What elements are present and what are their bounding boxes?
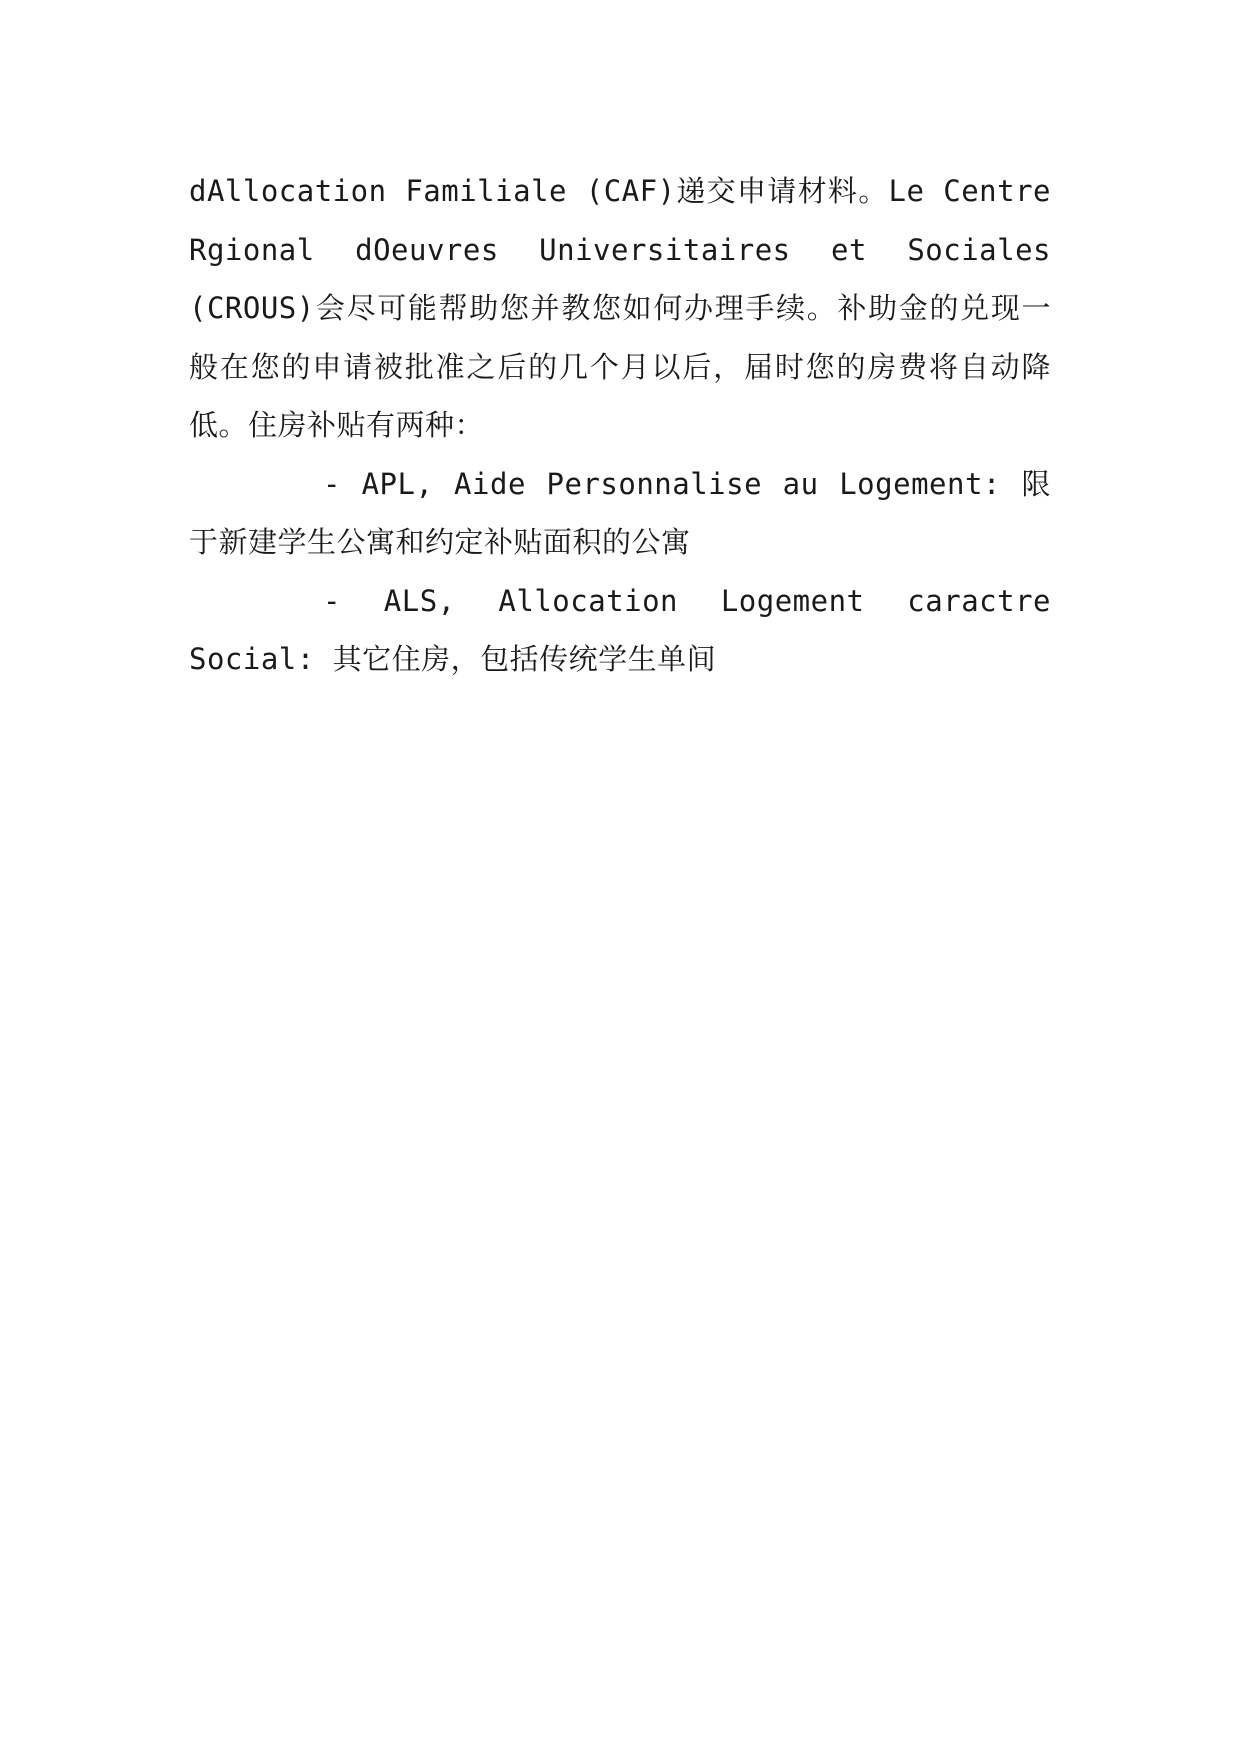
paragraph-housing-aid-intro: dAllocation Familiale (CAF)递交申请材料。Le Centre Rgional dOeuvres Universitaires et Sociales (CROUS)会尽可能帮助您并教您如何办理手续。补助金的兑现一般在您的申请被批准之后的几个月以后，届时您的房费将自动降低。住房补贴有两种： bbox=[189, 174, 1051, 442]
document-body bbox=[189, 162, 1051, 689]
paragraph-apl-item: - APL, Aide Personnalise au Logement: 限于新建学生公寓和约定补贴面积的公寓 bbox=[189, 466, 1051, 559]
paragraph-als-item: - ALS, Allocation Logement caractre Social: 其它住房，包括传统学生单间 bbox=[189, 583, 1051, 676]
